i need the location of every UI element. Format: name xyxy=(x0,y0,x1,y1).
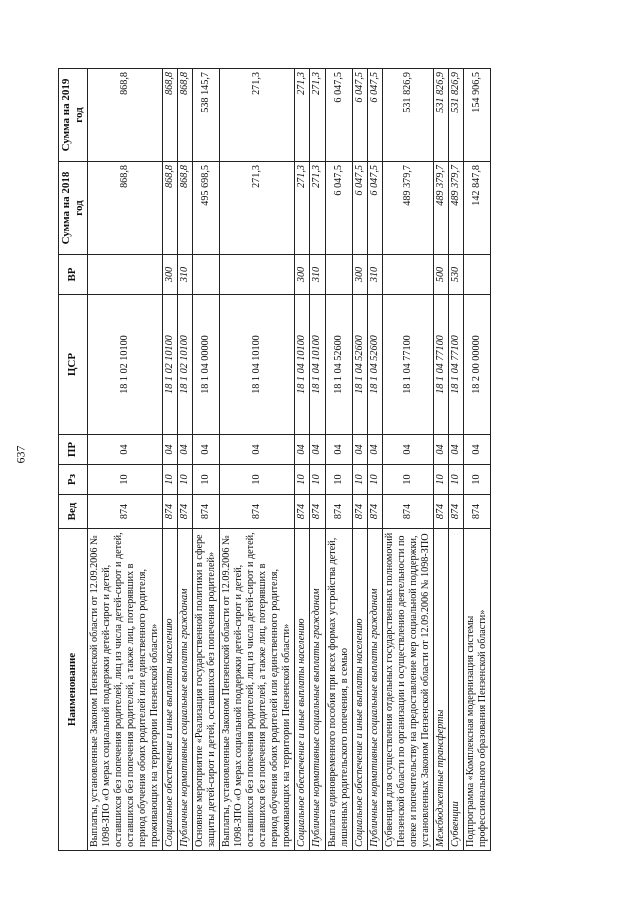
table-row xyxy=(325,69,352,851)
cell-vr xyxy=(220,255,295,295)
header-ved: Вед xyxy=(59,495,88,529)
cell-vr xyxy=(325,255,352,295)
cell-vr: 310 xyxy=(178,255,193,295)
cell-rz: 10 xyxy=(433,465,448,495)
header-vr: ВР xyxy=(59,255,88,295)
table-body xyxy=(87,69,490,851)
cell-sum-2018: 271,3 xyxy=(295,162,310,255)
budget-table-container xyxy=(58,69,598,851)
cell-ved: 874 xyxy=(163,495,178,529)
cell-name: Публичные нормативные социальные выплаты гражданам xyxy=(367,529,382,851)
cell-csr: 18 1 04 10100 xyxy=(310,295,325,435)
cell-sum-2019: 6 047,5 xyxy=(352,69,367,162)
cell-csr: 18 1 04 52600 xyxy=(325,295,352,435)
budget-table xyxy=(58,68,491,851)
cell-sum-2018: 489 379,7 xyxy=(448,162,463,255)
cell-pr: 04 xyxy=(352,435,367,465)
cell-vr xyxy=(382,255,433,295)
cell-csr: 18 1 04 52600 xyxy=(352,295,367,435)
cell-rz: 10 xyxy=(382,465,433,495)
cell-vr: 310 xyxy=(310,255,325,295)
cell-rz: 10 xyxy=(448,465,463,495)
cell-sum-2019: 531 826,9 xyxy=(448,69,463,162)
cell-rz: 10 xyxy=(310,465,325,495)
cell-sum-2019: 531 826,9 xyxy=(433,69,448,162)
cell-ved: 874 xyxy=(352,495,367,529)
table-row xyxy=(295,69,310,851)
cell-vr: 530 xyxy=(448,255,463,295)
cell-sum-2019: 6 047,5 xyxy=(325,69,352,162)
cell-ved: 874 xyxy=(382,495,433,529)
cell-rz: 10 xyxy=(178,465,193,495)
cell-sum-2018: 868,8 xyxy=(87,162,162,255)
cell-sum-2018: 495 698,5 xyxy=(193,162,220,255)
header-sum-2019: Сумма на 2019 год xyxy=(59,69,88,162)
cell-sum-2019: 868,8 xyxy=(178,69,193,162)
header-pr: ПР xyxy=(59,435,88,465)
cell-name: Межбюджетные трансферты xyxy=(433,529,448,851)
cell-name: Основное мероприятие «Реализация государственной политики в сфере защиты детей-сирот и детей, оставшихся без попечения родителей» xyxy=(193,529,220,851)
table-row xyxy=(367,69,382,851)
cell-ved: 874 xyxy=(295,495,310,529)
cell-ved: 874 xyxy=(193,495,220,529)
cell-sum-2019: 271,3 xyxy=(310,69,325,162)
table-row xyxy=(433,69,448,851)
table-row xyxy=(382,69,433,851)
cell-sum-2018: 6 047,5 xyxy=(352,162,367,255)
header-rz: Рз xyxy=(59,465,88,495)
header-name: Наименование xyxy=(59,529,88,851)
cell-name: Выплаты, установленные Законом Пензенской области от 12.09.2006 № 1098-ЗПО «О мерах социальной поддержки детей-сирот и детей, оставшихся без попечения родителей, лиц из числа детей-сирот и детей, оставшихся без попечения родителей, а также лиц, потерявших в период обучения обоих родителей или единственного родителя, проживающих на территории Пензенской области» xyxy=(87,529,162,851)
cell-pr: 04 xyxy=(463,435,490,465)
cell-name: Подпрограмма «Комплексная модернизация системы профессионального образования Пензенской области» xyxy=(463,529,490,851)
cell-name: Социальное обеспечение и иные выплаты населению xyxy=(163,529,178,851)
cell-csr: 18 1 04 10100 xyxy=(295,295,310,435)
cell-name: Субвенции xyxy=(448,529,463,851)
cell-sum-2019: 868,8 xyxy=(87,69,162,162)
cell-csr: 18 1 04 77100 xyxy=(433,295,448,435)
cell-pr: 04 xyxy=(382,435,433,465)
cell-rz: 10 xyxy=(295,465,310,495)
cell-ved: 874 xyxy=(310,495,325,529)
cell-vr: 300 xyxy=(163,255,178,295)
cell-ved: 874 xyxy=(433,495,448,529)
cell-rz: 10 xyxy=(352,465,367,495)
table-row xyxy=(163,69,178,851)
cell-sum-2019: 6 047,5 xyxy=(367,69,382,162)
cell-rz: 10 xyxy=(367,465,382,495)
table-row xyxy=(352,69,367,851)
cell-csr: 18 2 00 00000 xyxy=(463,295,490,435)
cell-vr xyxy=(463,255,490,295)
cell-ved: 874 xyxy=(325,495,352,529)
cell-rz: 10 xyxy=(87,465,162,495)
cell-name: Публичные нормативные социальные выплаты гражданам xyxy=(178,529,193,851)
table-header-row xyxy=(59,69,88,851)
table-row xyxy=(220,69,295,851)
cell-ved: 874 xyxy=(87,495,162,529)
cell-pr: 04 xyxy=(325,435,352,465)
cell-name: Социальное обеспечение и иные выплаты населению xyxy=(295,529,310,851)
page-number: 637 xyxy=(13,445,28,464)
cell-vr: 300 xyxy=(352,255,367,295)
cell-pr: 04 xyxy=(295,435,310,465)
cell-pr: 04 xyxy=(193,435,220,465)
cell-vr: 300 xyxy=(295,255,310,295)
cell-csr: 18 1 04 00000 xyxy=(193,295,220,435)
cell-pr: 04 xyxy=(448,435,463,465)
cell-sum-2018: 6 047,5 xyxy=(325,162,352,255)
cell-sum-2018: 271,3 xyxy=(220,162,295,255)
table-row xyxy=(310,69,325,851)
cell-vr xyxy=(87,255,162,295)
cell-ved: 874 xyxy=(448,495,463,529)
cell-ved: 874 xyxy=(220,495,295,529)
cell-vr: 310 xyxy=(367,255,382,295)
cell-name: Социальное обеспечение и иные выплаты населению xyxy=(352,529,367,851)
cell-csr: 18 1 04 77100 xyxy=(382,295,433,435)
cell-name: Выплаты, установленные Законом Пензенской области от 12.09.2006 № 1098-ЗПО «О мерах социальной поддержки детей-сирот и детей, оставшихся без попечения родителей, лиц из числа детей-сирот и детей, оставшихся без попечения родителей, а также лиц, потерявших в период обучения обоих родителей или единственного родителя, проживающих на территории Пензенской области» xyxy=(220,529,295,851)
cell-name: Выплата единовременного пособия при всех формах устройства детей, лишенных родительского попечения, в семью xyxy=(325,529,352,851)
cell-pr: 04 xyxy=(87,435,162,465)
cell-csr: 18 1 02 10100 xyxy=(163,295,178,435)
cell-pr: 04 xyxy=(178,435,193,465)
cell-sum-2019: 154 906,5 xyxy=(463,69,490,162)
cell-pr: 04 xyxy=(433,435,448,465)
cell-sum-2018: 489 379,7 xyxy=(433,162,448,255)
cell-rz: 10 xyxy=(220,465,295,495)
cell-ved: 874 xyxy=(178,495,193,529)
cell-csr: 18 1 04 10100 xyxy=(220,295,295,435)
cell-csr: 18 1 04 52600 xyxy=(367,295,382,435)
table-row xyxy=(193,69,220,851)
cell-name: Субвенция для осуществления отдельных государственных полномочий Пензенской области по организации и осуществлению деятельности по опеке и попечительству на предоставление мер социальной поддержки, установленных Законом Пензенской области от 12.09.2006 № 1098-ЗПО xyxy=(382,529,433,851)
table-row xyxy=(87,69,162,851)
table-row xyxy=(448,69,463,851)
cell-sum-2018: 6 047,5 xyxy=(367,162,382,255)
cell-pr: 04 xyxy=(163,435,178,465)
cell-rz: 10 xyxy=(163,465,178,495)
cell-sum-2018: 489 379,7 xyxy=(382,162,433,255)
cell-ved: 874 xyxy=(463,495,490,529)
cell-rz: 10 xyxy=(325,465,352,495)
cell-sum-2019: 538 145,7 xyxy=(193,69,220,162)
cell-sum-2018: 142 847,8 xyxy=(463,162,490,255)
cell-ved: 874 xyxy=(367,495,382,529)
cell-csr: 18 1 04 77100 xyxy=(448,295,463,435)
table-row xyxy=(463,69,490,851)
cell-sum-2019: 868,8 xyxy=(163,69,178,162)
cell-sum-2019: 271,3 xyxy=(295,69,310,162)
cell-sum-2018: 271,3 xyxy=(310,162,325,255)
cell-sum-2019: 531 826,9 xyxy=(382,69,433,162)
table-row xyxy=(178,69,193,851)
cell-rz: 10 xyxy=(463,465,490,495)
cell-pr: 04 xyxy=(367,435,382,465)
cell-name: Публичные нормативные социальные выплаты гражданам xyxy=(310,529,325,851)
cell-csr: 18 1 02 10100 xyxy=(87,295,162,435)
cell-sum-2019: 271,3 xyxy=(220,69,295,162)
cell-vr xyxy=(193,255,220,295)
header-sum-2018: Сумма на 2018 год xyxy=(59,162,88,255)
cell-sum-2018: 868,8 xyxy=(163,162,178,255)
cell-pr: 04 xyxy=(310,435,325,465)
cell-csr: 18 1 02 10100 xyxy=(178,295,193,435)
header-csr: ЦСР xyxy=(59,295,88,435)
cell-vr: 500 xyxy=(433,255,448,295)
cell-pr: 04 xyxy=(220,435,295,465)
cell-sum-2018: 868,8 xyxy=(178,162,193,255)
cell-rz: 10 xyxy=(193,465,220,495)
